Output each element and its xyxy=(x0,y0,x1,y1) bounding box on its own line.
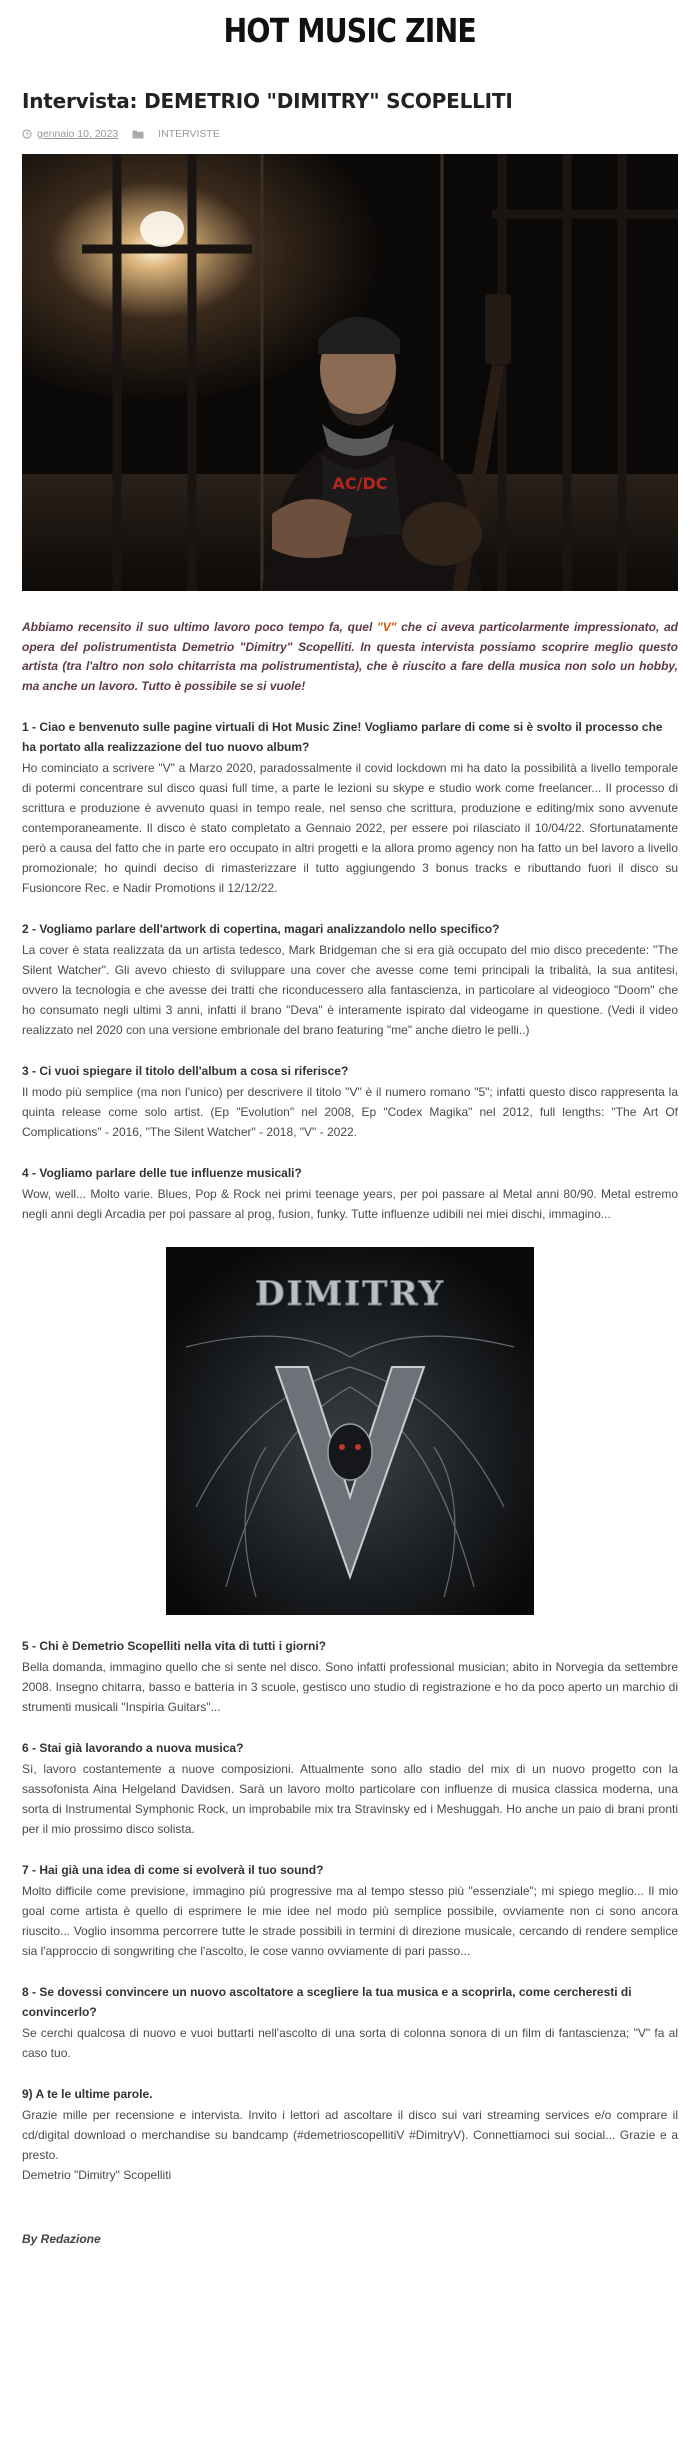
question-7: 7 - Hai già una idea di come si evolverà il tuo sound? xyxy=(22,1863,324,1877)
album-link[interactable]: "V" xyxy=(377,620,397,634)
question-3: 3 - Ci vuoi spiegare il titolo dell'album a cosa si riferisce? xyxy=(22,1064,349,1078)
folder-icon xyxy=(132,129,144,139)
cover-letter: V xyxy=(349,1547,351,1548)
svg-text:AC/DC: AC/DC xyxy=(332,474,388,493)
answer-1: Ho cominciato a scrivere "V" a Marzo 2020, paradossalmente il covid lockdown mi ha dato la possibilità a livello temporale di potermi concentrare sul disco quasi full time, a parte le lezioni su skype e studio work come freelancer... Il processo di scrittura e produzione è avvenuto quasi in tempo reale, nel senso che scrittura, produzione e editing/mix sono avvenute contemporaneamente. Il disco è stato completato a Gennaio 2022, per essere poi rilasciato il 10/04/22. Sfortunatamente però a causa del fatto che in parte ero occupato in altri progetti e la allora promo agency non ha fatto un bel lavoro a livello promozionale; ho quindi deciso di rimasterizzare il tutto aggiungendo 3 bonus tracks e ributtando fuori il disco su Fusioncore Rec. e Nadir Promotions il 12/12/22. xyxy=(22,761,678,895)
question-2: 2 - Vogliamo parlare dell'artwork di copertina, magari analizzandolo nello specifico? xyxy=(22,922,500,936)
question-4: 4 - Vogliamo parlare delle tue influenze musicali? xyxy=(22,1166,302,1180)
article-meta xyxy=(22,126,678,142)
clock-icon xyxy=(22,129,32,139)
intro-text-2: che ci aveva particolarmente impressionato, ad opera del polistrumentista Demetrio "Dimitry" Scopelliti. In questa intervista possiamo scoprire meglio questo artista (tra l'altro non solo chitarrista ma polistrumentista), che è riuscito a fare della musica non solo un hobby, ma anche un lavoro. Tutto è possibile se si vuole! xyxy=(22,620,679,693)
hero-photo xyxy=(22,154,678,591)
cover-logo: DIMITRY xyxy=(255,1274,445,1314)
site-header xyxy=(0,0,700,60)
question-5: 5 - Chi è Demetrio Scopelliti nella vita di tutti i giorni? xyxy=(22,1639,327,1653)
answer-8: Se cerchi qualcosa di nuovo e vuoi buttarti nell'ascolto di una sorta di colonna sonora di un film di fantascienza; "V" fa al caso tuo. xyxy=(22,2026,678,2060)
article-intro xyxy=(22,618,678,696)
site-logo[interactable]: HOT MUSIC ZINE xyxy=(223,10,477,50)
answer-2: La cover è stata realizzata da un artista tedesco, Mark Bridgeman che si era già occupato del mio disco precedente: "The Silent Watcher". Gli avevo chiesto di sviluppare una cover che avesse come temi principali la tribalità, la sua antitesi, ovvero la tecnologia e che avesse dei tratti che riconducessero alla fantascienza, in particolare al videogioco "Doom" che ho consumato negli ultimi 3 anni, infatti il brano "Deva" è interamente ispirato dal videogame in questione. (Vedi il video realizzato nel 2020 con una versione embrionale del brano featuring "me" anche dietro le pelli..) xyxy=(22,943,678,1037)
answer-5: Bella domanda, immagino quello che si sente nel disco. Sono infatti professional musician; abito in Norvegia da settembre 2008. Insegno chitarra, basso e batteria in 3 scuole, gestisco uno studio di registrazione e ho da poco aperto un marchio di strumenti musicali "Inspiria Guitars"... xyxy=(22,1660,678,1714)
signature: Demetrio "Dimitry" Scopelliti xyxy=(22,2168,172,2182)
question-8: 8 - Se dovessi convincere un nuovo ascoltatore a scegliere la tua musica e a scoprirla, come cercheresti di convincerlo? xyxy=(22,1985,632,2019)
post-category[interactable]: INTERVISTE xyxy=(158,128,220,140)
answer-9: Grazie mille per recensione e intervista. Invito i lettori ad ascoltare il disco sui vari streaming services e/o comprare il cd/digital download o merchandise su bandcamp (#demetrioscopellitiV #DimitryV). Connettiamoci sui social... Grazie e a presto. xyxy=(22,2108,678,2162)
byline[interactable]: By Redazione xyxy=(22,2232,101,2246)
answer-3: Il modo più semplice (ma non l'unico) per descrivere il titolo "V" è il numero romano "5"; infatti questo disco rappresenta la quinta release come solo artist. (Ep "Evolution" nel 2008, Ep "Codex Magika" nel 2012, full lengths: "The Art Of Complications" - 2016, "The Silent Watcher" - 2018, "V" - 2022. xyxy=(22,1085,678,1139)
album-cover xyxy=(166,1247,534,1615)
intro-text-1: Abbiamo recensito il suo ultimo lavoro poco tempo fa, quel xyxy=(22,620,377,634)
question-1: 1 - Ciao e benvenuto sulle pagine virtuali di Hot Music Zine! Vogliamo parlare di come si è svolto il processo che ha portato alla realizzazione del tuo nuovo album? xyxy=(22,720,663,754)
question-9: 9) A te le ultime parole. xyxy=(22,2087,153,2101)
answer-4: Wow, well... Molto varie. Blues, Pop & Rock nei primi teenage years, per poi passare al Metal anni 80/90. Metal estremo negli anni degli Arcadia per poi passare al prog, fusion, funky. Tutte influenze udibili nei miei dischi, immagino... xyxy=(22,1187,678,1221)
answer-7: Molto difficile come previsione, immagino più progressive ma al tempo stesso più "essenziale"; mi spiego meglio... Il mio goal come artista è quello di esprimere le mie idee nel modo più semplice possibile, ovviamente non ci sono ancora riuscito... Voglio insomma percorrere tutte le strade possibili in termini di direzione musicale, cercando di rendere semplice sia l'approccio di songwriting che l'ascolto, le cose vanno ovviamente di pari passo... xyxy=(22,1884,678,1958)
question-6: 6 - Stai già lavorando a nuova musica? xyxy=(22,1741,244,1755)
post-date[interactable]: gennaio 10, 2023 xyxy=(37,128,119,140)
article-title: Intervista: DEMETRIO "DIMITRY" SCOPELLITI xyxy=(22,89,513,113)
answer-6: Sì, lavoro costantemente a nuove composizioni. Attualmente sono allo stadio del mix di un nuovo progetto con la sassofonista Aina Helgeland Davidsen. Sarà un lavoro molto particolare con influenze di musica classica moderna, una sorta di Instrumental Symphonic Rock, un improbabile mix tra Stravinsky ed i Meshuggah. Ho anche un paio di brani pronti per il mio prossimo disco solista. xyxy=(22,1762,678,1836)
article xyxy=(0,88,700,2246)
